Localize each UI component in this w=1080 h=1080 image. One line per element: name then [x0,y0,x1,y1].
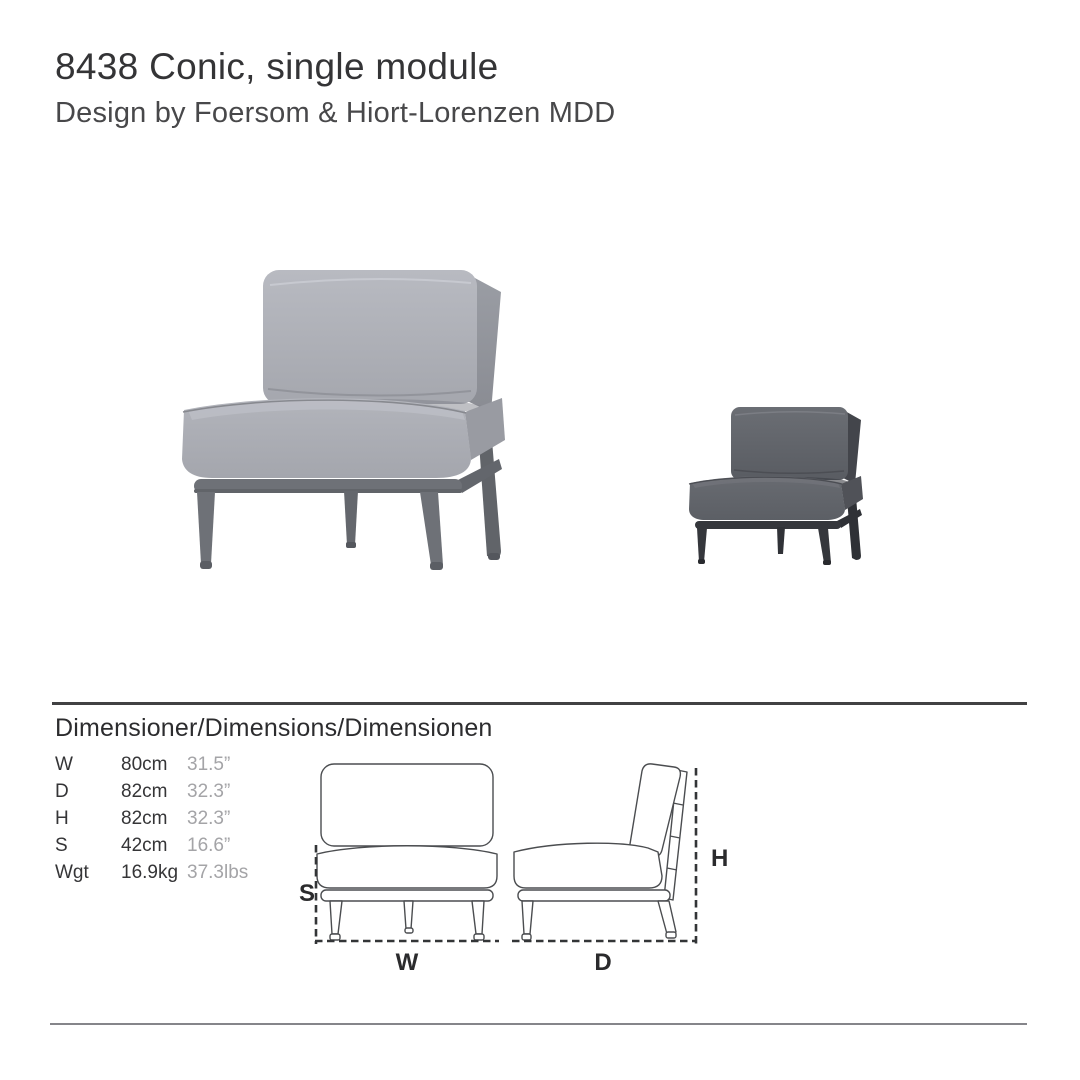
front-view-drawing [299,764,499,976]
seat-height-label: S [299,880,316,907]
dimension-metric: 42cm [121,834,168,856]
dimension-imperial: 32.3” [187,807,231,829]
product-photo-dark-grey [682,402,864,566]
dimension-label: D [55,780,69,802]
page-title: 8438 Conic, single module [55,46,499,87]
product-photo-light-grey [170,262,506,574]
dimension-metric: 82cm [121,780,168,802]
width-label: W [395,949,419,976]
dimension-label: Wgt [55,861,89,883]
dimension-drawings [292,748,737,988]
dimensions-table [55,751,248,886]
height-label: H [711,845,729,872]
dimension-metric: 80cm [121,753,168,775]
section-divider [52,702,1027,705]
side-view-drawing [512,764,728,976]
dimensions-heading: Dimensioner/Dimensions/Dimensionen [55,714,493,742]
dimension-imperial: 16.6” [187,834,231,856]
dimension-imperial: 32.3” [187,780,231,802]
footer-divider [50,1023,1027,1025]
depth-label: D [594,949,612,976]
page-subtitle: Design by Foersom & Hiort-Lorenzen MDD [55,97,616,129]
dimension-imperial: 31.5” [187,753,231,775]
dimension-imperial: 37.3lbs [187,861,249,883]
dimension-label: S [55,834,68,856]
dimension-metric: 82cm [121,807,168,829]
dimension-metric: 16.9kg [121,861,179,883]
dimension-label: H [55,807,69,829]
dimension-label: W [55,753,73,775]
